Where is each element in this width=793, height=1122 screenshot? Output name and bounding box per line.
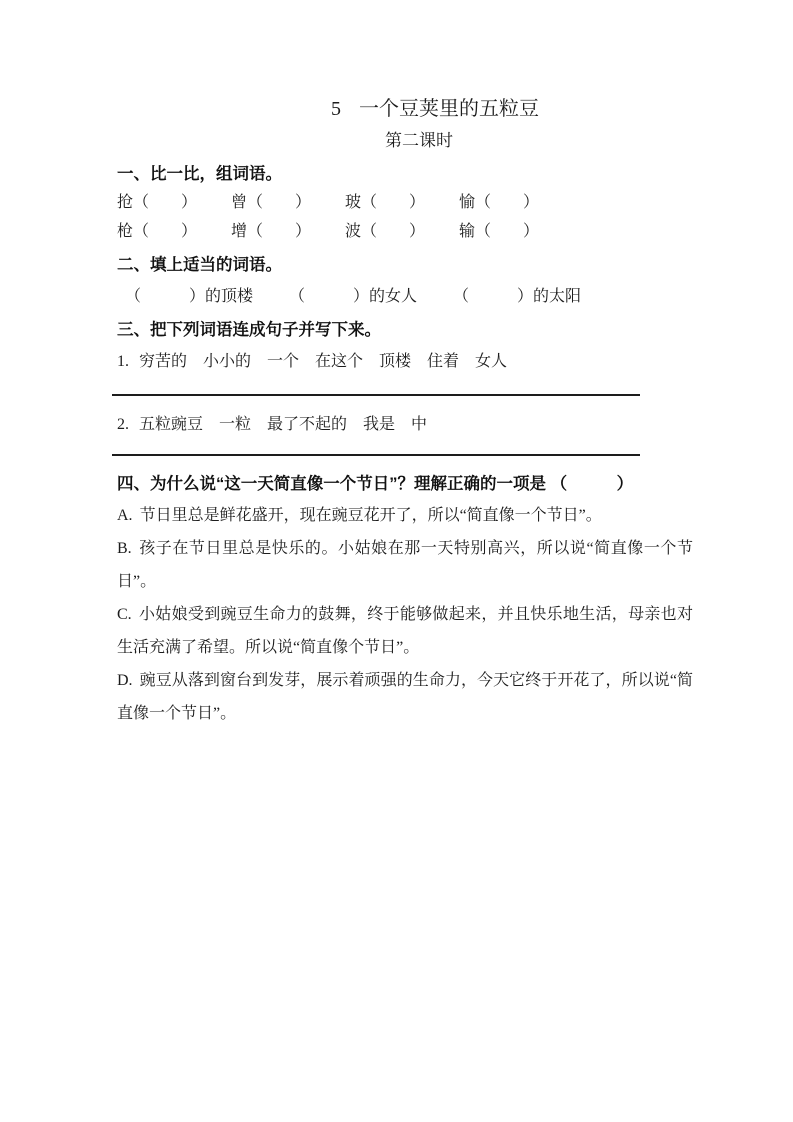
section-make-sentences: [117, 319, 693, 456]
lesson-title: 一个豆荚里的五粒豆: [359, 98, 539, 120]
page-subtitle: 第二课时: [385, 131, 453, 150]
compare-cell: 输（ ）: [459, 223, 540, 240]
question-words: 穷苦的 小小的 一个 在这个 顶楼 住着 女人: [139, 353, 508, 370]
fill-item: （ ）的太阳: [453, 288, 582, 305]
sentence-question-1: [117, 351, 693, 373]
sentence-question-2: [117, 414, 693, 436]
fill-item: （ ）的女人: [289, 288, 418, 305]
compare-cell: 波（ ）: [345, 223, 426, 240]
option-label: A.: [117, 507, 133, 524]
option-text: 孩子在节日里总是快乐的。小姑娘在那一天特别高兴，所以说“简直像一个节日”。: [117, 540, 693, 590]
compare-cell: 曾（ ）: [231, 194, 312, 211]
answer-line: [112, 454, 640, 456]
option-text: 节日里总是鲜花盛开，现在豌豆花开了，所以“简直像一个节日”。: [139, 507, 602, 524]
page-title: [147, 96, 723, 122]
option-label: C.: [117, 606, 132, 623]
compare-cell: 愉（ ）: [459, 194, 540, 211]
option-text: 小姑娘受到豌豆生命力的鼓舞，终于能够做起来，并且快乐地生活，母亲也对生活充满了希望。所以说“简直像个节日”。: [117, 606, 693, 656]
question-number: 1.: [117, 353, 129, 370]
section-heading-1: 一、比一比，组词语。: [117, 165, 282, 183]
choice-option-c: [117, 598, 693, 664]
option-label: D.: [117, 672, 133, 689]
option-label: B.: [117, 540, 132, 557]
choice-option-b: [117, 532, 693, 598]
section-heading-2: 二、填上适当的词语。: [117, 256, 282, 274]
section-heading-3: 三、把下列词语连成句子并写下来。: [117, 321, 381, 339]
fill-item: （ ）的顶楼: [125, 288, 254, 305]
compare-cell: 玻（ ）: [345, 194, 426, 211]
answer-line: [112, 394, 640, 396]
compare-row-1: [117, 192, 693, 214]
section-fill-words: [117, 254, 693, 308]
section-heading-4: 四、为什么说“这一天简直像一个节日”？理解正确的一项是 （ ）: [117, 475, 634, 493]
question-words: 五粒豌豆 一粒 最了不起的 我是 中: [139, 416, 428, 433]
option-text: 豌豆从落到窗台到发芽，展示着顽强的生命力，今天它终于开花了，所以说“简直像一个节日”。: [117, 672, 693, 722]
question-number: 2.: [117, 416, 129, 433]
fill-row: [125, 286, 693, 308]
section-word-compare: [117, 163, 693, 243]
choice-option-d: [117, 664, 693, 730]
section-multiple-choice: [117, 472, 693, 730]
choice-option-a: [117, 499, 693, 532]
compare-row-2: [117, 221, 693, 243]
compare-cell: 抢（ ）: [117, 194, 198, 211]
compare-cell: 枪（ ）: [117, 223, 198, 240]
choice-options: [117, 499, 693, 730]
lesson-number: 5: [331, 98, 341, 120]
compare-cell: 增（ ）: [231, 223, 312, 240]
